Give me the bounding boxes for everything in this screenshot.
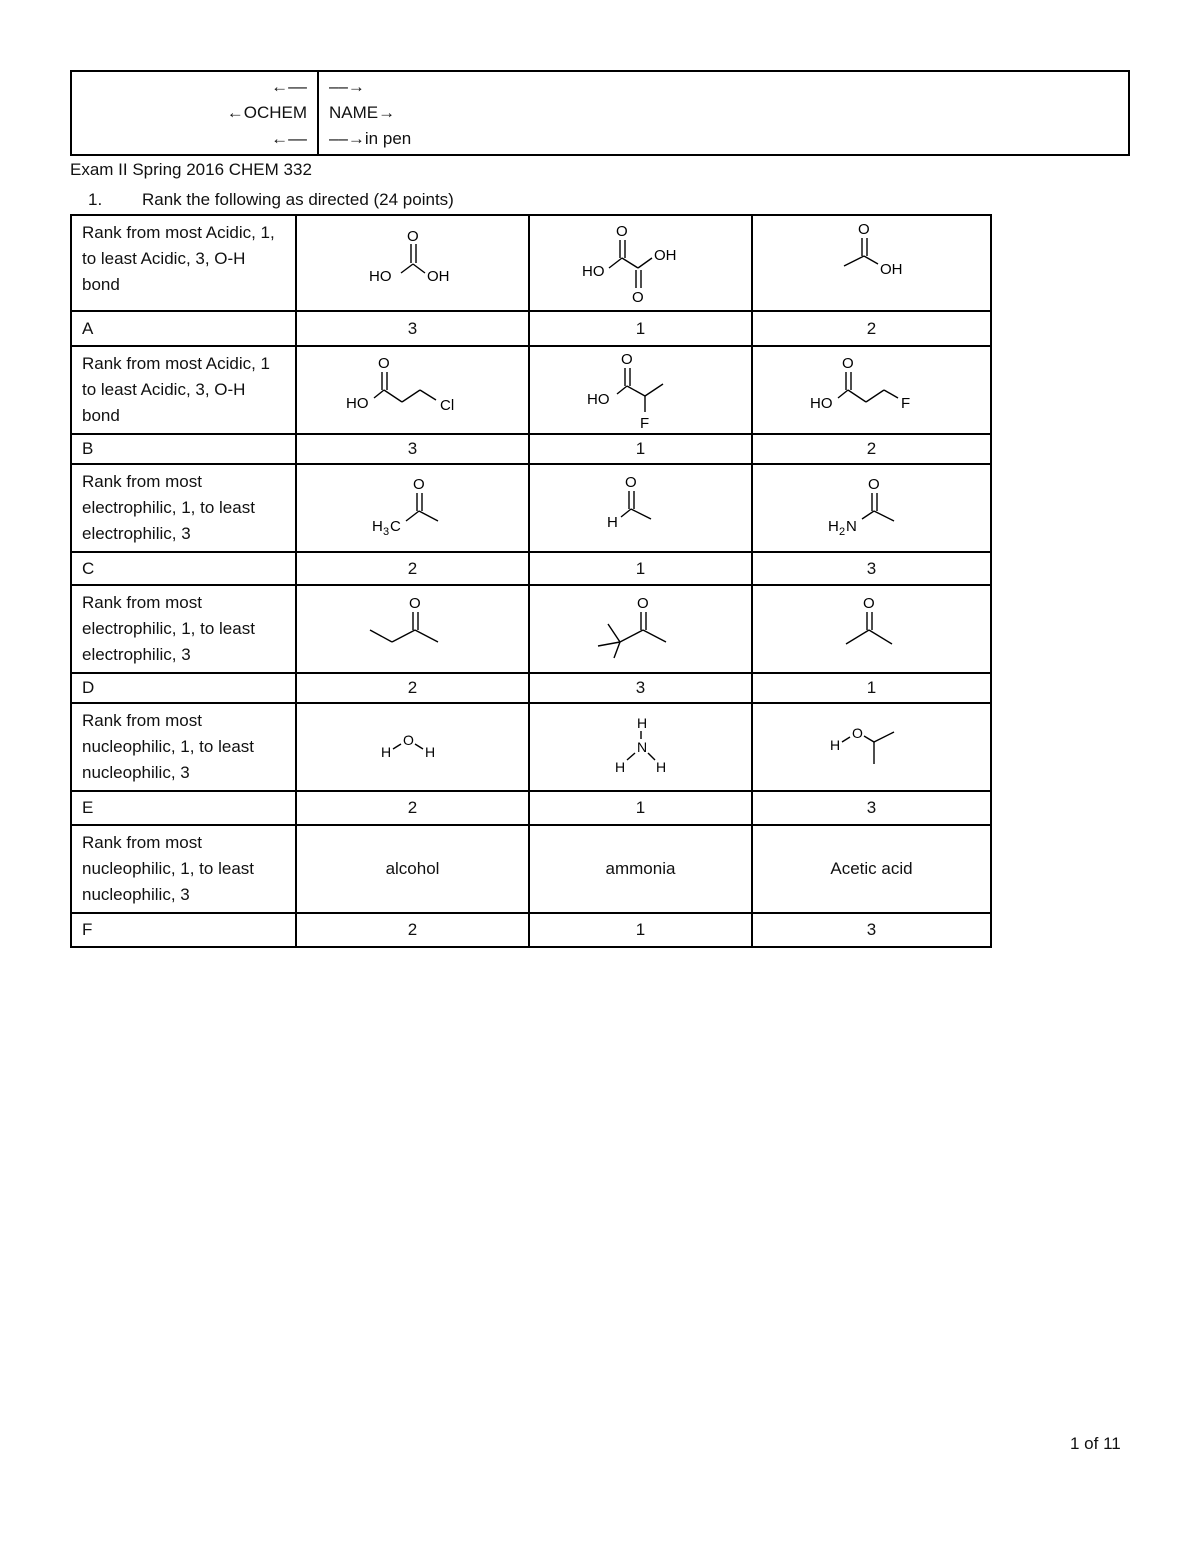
table-row-a-question bbox=[71, 215, 991, 311]
row-a-answer-3[interactable]: 2 bbox=[752, 311, 991, 346]
row-a-molecule-1 bbox=[296, 215, 529, 311]
row-f-name-3: Acetic acid bbox=[752, 825, 991, 913]
row-f-name-2: ammonia bbox=[529, 825, 752, 913]
svg-text:C: C bbox=[389, 518, 401, 535]
isopropanol-structure bbox=[822, 712, 922, 782]
svg-text:F: F bbox=[639, 415, 649, 432]
row-b-answer-2[interactable]: 1 bbox=[529, 434, 752, 464]
ammonia-structure bbox=[601, 712, 681, 782]
svg-text:OH: OH bbox=[653, 247, 676, 264]
svg-text:O: O bbox=[377, 355, 390, 372]
row-d-molecule-3 bbox=[752, 585, 991, 673]
3-fluoropropanoic-acid-structure bbox=[802, 352, 942, 428]
header-right-line-3: ––→in pen bbox=[329, 129, 412, 148]
row-b-answer-3[interactable]: 2 bbox=[752, 434, 991, 464]
header-left-column bbox=[72, 72, 319, 154]
svg-text:O: O bbox=[402, 732, 414, 748]
water-structure bbox=[373, 717, 453, 777]
name-header-box bbox=[70, 70, 1130, 156]
header-left-line-1: ←–– bbox=[271, 77, 307, 96]
svg-text:H: H bbox=[829, 737, 840, 753]
header-right-line-2: NAME→ bbox=[329, 103, 396, 122]
table-row-d-question bbox=[71, 585, 991, 673]
svg-text:O: O bbox=[620, 351, 633, 368]
svg-text:O: O bbox=[624, 474, 637, 491]
exam-title: Exam II Spring 2016 CHEM 332 bbox=[70, 160, 312, 179]
ranking-table bbox=[70, 214, 992, 948]
carbonic-acid-structure bbox=[353, 223, 473, 303]
row-e-molecule-3 bbox=[752, 703, 991, 791]
svg-text:H: H bbox=[424, 744, 435, 760]
row-d-molecule-1 bbox=[296, 585, 529, 673]
row-c-answer-1[interactable]: 2 bbox=[296, 552, 529, 585]
svg-text:O: O bbox=[862, 595, 875, 612]
table-row-d-answers bbox=[71, 673, 991, 703]
table-row-e-question bbox=[71, 703, 991, 791]
pinacolone-structure bbox=[586, 594, 696, 664]
svg-text:N: N bbox=[636, 739, 647, 755]
row-d-label: D bbox=[71, 673, 296, 703]
row-d-description: Rank from most electrophilic, 1, to least electrophilic, 3 bbox=[71, 585, 296, 673]
2-fluoropropanoic-acid-structure bbox=[581, 348, 701, 432]
row-c-description: Rank from most electrophilic, 1, to least electrophilic, 3 bbox=[71, 464, 296, 552]
row-b-answer-1[interactable]: 3 bbox=[296, 434, 529, 464]
table-row-b-question bbox=[71, 346, 991, 434]
butanone-structure bbox=[358, 594, 468, 664]
acetone-structure bbox=[358, 473, 468, 543]
svg-text:H: H bbox=[636, 715, 647, 731]
svg-text:H: H bbox=[606, 514, 618, 531]
row-d-answer-2[interactable]: 3 bbox=[529, 673, 752, 703]
row-e-molecule-2 bbox=[529, 703, 752, 791]
svg-text:O: O bbox=[412, 476, 425, 493]
row-f-name-1: alcohol bbox=[296, 825, 529, 913]
row-f-answer-2[interactable]: 1 bbox=[529, 913, 752, 947]
svg-text:H: H bbox=[614, 759, 625, 775]
row-a-answer-2[interactable]: 1 bbox=[529, 311, 752, 346]
row-d-answer-3[interactable]: 1 bbox=[752, 673, 991, 703]
acetic-acid-structure bbox=[822, 220, 922, 306]
svg-text:O: O bbox=[615, 223, 628, 240]
row-a-answer-1[interactable]: 3 bbox=[296, 311, 529, 346]
row-c-molecule-2 bbox=[529, 464, 752, 552]
row-c-answer-3[interactable]: 3 bbox=[752, 552, 991, 585]
header-left-line-2: ←OCHEM bbox=[226, 103, 307, 122]
svg-text:OH: OH bbox=[879, 261, 902, 278]
header-right-column[interactable] bbox=[319, 72, 1128, 154]
row-d-answer-1[interactable]: 2 bbox=[296, 673, 529, 703]
svg-text:HO: HO bbox=[345, 395, 368, 412]
row-e-answer-1[interactable]: 2 bbox=[296, 791, 529, 825]
table-row-f-answers bbox=[71, 913, 991, 947]
header-left-line-3: ←–– bbox=[271, 129, 307, 148]
svg-text:HO: HO bbox=[581, 263, 604, 280]
row-c-label: C bbox=[71, 552, 296, 585]
table-row-c-answers bbox=[71, 552, 991, 585]
oxalic-acid-structure bbox=[576, 220, 706, 306]
table-row-e-answers bbox=[71, 791, 991, 825]
svg-text:3: 3 bbox=[382, 526, 389, 538]
row-c-answer-2[interactable]: 1 bbox=[529, 552, 752, 585]
row-b-label: B bbox=[71, 434, 296, 464]
row-b-molecule-3 bbox=[752, 346, 991, 434]
header-right-line-1: ––→ bbox=[329, 77, 365, 96]
acetaldehyde-structure bbox=[601, 473, 681, 543]
row-f-description: Rank from most nucleophilic, 1, to least nucleophilic, 3 bbox=[71, 825, 296, 913]
svg-text:O: O bbox=[867, 476, 880, 493]
table-row-a-answers bbox=[71, 311, 991, 346]
svg-text:HO: HO bbox=[586, 391, 609, 408]
svg-text:O: O bbox=[631, 289, 644, 306]
svg-text:N: N bbox=[845, 518, 857, 535]
table-row-b-answers bbox=[71, 434, 991, 464]
row-b-molecule-1 bbox=[296, 346, 529, 434]
row-a-molecule-3 bbox=[752, 215, 991, 311]
table-row-c-question bbox=[71, 464, 991, 552]
row-e-molecule-1 bbox=[296, 703, 529, 791]
question-1 bbox=[88, 190, 454, 210]
svg-text:O: O bbox=[636, 595, 649, 612]
table-row-f-question bbox=[71, 825, 991, 913]
page-number: 1 of 11 bbox=[1070, 1434, 1121, 1453]
row-d-molecule-2 bbox=[529, 585, 752, 673]
acetone-skeletal-structure bbox=[822, 594, 922, 664]
svg-text:O: O bbox=[851, 725, 863, 741]
svg-text:O: O bbox=[857, 221, 870, 238]
svg-text:OH: OH bbox=[426, 268, 449, 285]
row-a-label: A bbox=[71, 311, 296, 346]
svg-text:H: H bbox=[655, 759, 666, 775]
row-e-answer-3[interactable]: 3 bbox=[752, 791, 991, 825]
row-c-molecule-3 bbox=[752, 464, 991, 552]
row-f-answer-3[interactable]: 3 bbox=[752, 913, 991, 947]
row-b-description: Rank from most Acidic, 1 to least Acidic, 3, O-H bond bbox=[71, 346, 296, 434]
svg-text:H: H bbox=[371, 518, 383, 535]
svg-text:O: O bbox=[408, 595, 421, 612]
svg-text:HO: HO bbox=[368, 268, 391, 285]
svg-text:HO: HO bbox=[809, 395, 832, 412]
row-f-answer-1[interactable]: 2 bbox=[296, 913, 529, 947]
row-a-molecule-2 bbox=[529, 215, 752, 311]
svg-text:Cl: Cl bbox=[439, 397, 454, 414]
3-chloropropanoic-acid-structure bbox=[338, 352, 488, 428]
acetamide-structure bbox=[822, 473, 922, 543]
svg-text:H: H bbox=[380, 744, 391, 760]
svg-text:O: O bbox=[406, 228, 419, 245]
row-e-answer-2[interactable]: 1 bbox=[529, 791, 752, 825]
question-number: 1. bbox=[88, 190, 103, 209]
svg-text:F: F bbox=[900, 395, 910, 412]
question-text: Rank the following as directed (24 points) bbox=[142, 190, 454, 209]
svg-text:O: O bbox=[841, 355, 854, 372]
row-f-label: F bbox=[71, 913, 296, 947]
row-c-molecule-1 bbox=[296, 464, 529, 552]
svg-text:2: 2 bbox=[838, 526, 845, 538]
row-a-description: Rank from most Acidic, 1, to least Acidic, 3, O-H bond bbox=[71, 215, 296, 311]
svg-text:H: H bbox=[827, 518, 839, 535]
row-e-label: E bbox=[71, 791, 296, 825]
row-b-molecule-2 bbox=[529, 346, 752, 434]
row-e-description: Rank from most nucleophilic, 1, to least nucleophilic, 3 bbox=[71, 703, 296, 791]
